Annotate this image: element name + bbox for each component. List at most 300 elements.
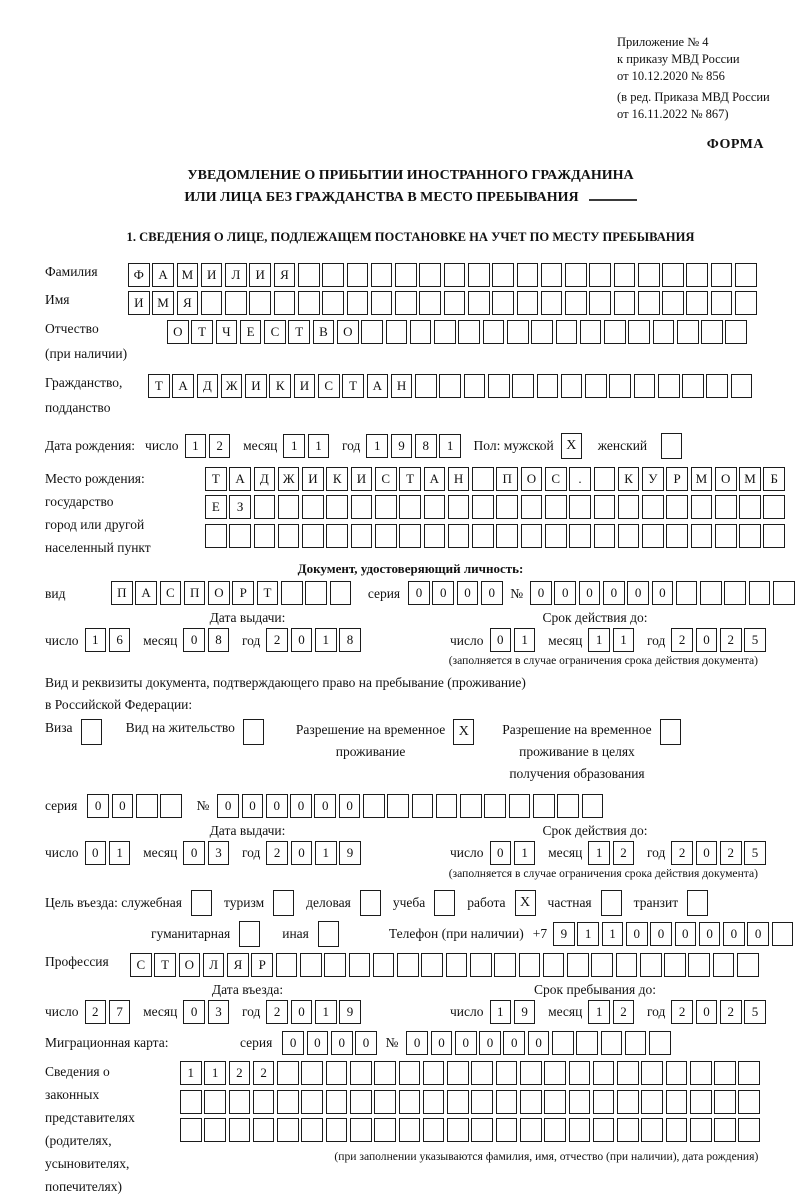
form-cell[interactable] bbox=[249, 291, 271, 315]
form-cell[interactable] bbox=[351, 524, 373, 548]
form-cell[interactable] bbox=[585, 374, 607, 398]
form-cell[interactable] bbox=[496, 1061, 518, 1085]
form-cell[interactable]: 0 bbox=[291, 628, 313, 652]
form-cell[interactable] bbox=[421, 953, 443, 977]
form-cell[interactable] bbox=[399, 1118, 421, 1142]
form-cell[interactable]: М bbox=[177, 263, 199, 287]
form-cell[interactable] bbox=[594, 524, 616, 548]
form-cell[interactable] bbox=[276, 953, 298, 977]
form-cell[interactable] bbox=[470, 953, 492, 977]
form-cell[interactable]: 0 bbox=[217, 794, 239, 818]
form-cell[interactable] bbox=[180, 1090, 202, 1114]
form-cell[interactable] bbox=[496, 524, 518, 548]
form-cell[interactable] bbox=[468, 291, 490, 315]
form-cell[interactable] bbox=[543, 953, 565, 977]
form-cell[interactable] bbox=[569, 1090, 591, 1114]
form-cell[interactable] bbox=[731, 374, 753, 398]
form-cell[interactable] bbox=[763, 524, 785, 548]
form-cell[interactable] bbox=[691, 524, 713, 548]
form-cell[interactable]: 0 bbox=[406, 1031, 428, 1055]
form-cell[interactable]: 0 bbox=[183, 841, 205, 865]
form-cell[interactable]: 0 bbox=[626, 922, 648, 946]
form-cell[interactable] bbox=[569, 1118, 591, 1142]
form-cell[interactable] bbox=[458, 320, 480, 344]
form-cell[interactable]: Д bbox=[197, 374, 219, 398]
form-cell[interactable]: 1 bbox=[602, 922, 624, 946]
form-cell[interactable] bbox=[492, 263, 514, 287]
form-cell[interactable] bbox=[423, 1061, 445, 1085]
form-cell[interactable]: 9 bbox=[339, 841, 361, 865]
form-cell[interactable] bbox=[545, 495, 567, 519]
form-cell[interactable]: О bbox=[208, 581, 230, 605]
form-cell[interactable] bbox=[229, 1118, 251, 1142]
form-cell[interactable] bbox=[472, 524, 494, 548]
form-cell[interactable] bbox=[725, 320, 747, 344]
form-cell[interactable]: Е bbox=[240, 320, 262, 344]
form-cell[interactable]: О bbox=[167, 320, 189, 344]
form-cell[interactable] bbox=[448, 524, 470, 548]
form-cell[interactable] bbox=[642, 495, 664, 519]
form-cell[interactable] bbox=[278, 524, 300, 548]
form-cell[interactable]: Т bbox=[205, 467, 227, 491]
form-cell[interactable] bbox=[373, 953, 395, 977]
form-cell[interactable]: Т bbox=[191, 320, 213, 344]
form-cell[interactable] bbox=[618, 524, 640, 548]
form-cell[interactable] bbox=[625, 1031, 647, 1055]
purpose-transit-checkbox[interactable] bbox=[687, 890, 708, 916]
form-cell[interactable] bbox=[460, 794, 482, 818]
purpose-business-checkbox[interactable] bbox=[360, 890, 381, 916]
form-cell[interactable] bbox=[326, 1118, 348, 1142]
form-cell[interactable] bbox=[552, 1031, 574, 1055]
form-cell[interactable] bbox=[544, 1090, 566, 1114]
form-cell[interactable] bbox=[412, 794, 434, 818]
form-cell[interactable] bbox=[589, 291, 611, 315]
form-cell[interactable]: 9 bbox=[391, 434, 413, 458]
sex-female-checkbox[interactable] bbox=[661, 433, 682, 459]
form-cell[interactable] bbox=[569, 1061, 591, 1085]
form-cell[interactable]: 2 bbox=[671, 628, 693, 652]
form-cell[interactable] bbox=[662, 263, 684, 287]
form-cell[interactable] bbox=[496, 495, 518, 519]
form-cell[interactable] bbox=[714, 1090, 736, 1114]
form-cell[interactable]: 9 bbox=[553, 922, 575, 946]
form-cell[interactable] bbox=[617, 1061, 639, 1085]
form-cell[interactable] bbox=[371, 291, 393, 315]
form-cell[interactable]: 0 bbox=[554, 581, 576, 605]
form-cell[interactable] bbox=[448, 495, 470, 519]
form-cell[interactable] bbox=[690, 1118, 712, 1142]
form-cell[interactable] bbox=[521, 524, 543, 548]
form-cell[interactable]: 0 bbox=[331, 1031, 353, 1055]
form-cell[interactable]: 0 bbox=[723, 922, 745, 946]
form-cell[interactable] bbox=[447, 1090, 469, 1114]
purpose-tourism-checkbox[interactable] bbox=[273, 890, 294, 916]
form-cell[interactable] bbox=[544, 1061, 566, 1085]
form-cell[interactable] bbox=[419, 263, 441, 287]
form-cell[interactable]: З bbox=[229, 495, 251, 519]
form-cell[interactable] bbox=[300, 953, 322, 977]
form-cell[interactable]: С bbox=[318, 374, 340, 398]
form-cell[interactable]: 1 bbox=[366, 434, 388, 458]
form-cell[interactable] bbox=[666, 1090, 688, 1114]
form-cell[interactable]: 0 bbox=[242, 794, 264, 818]
form-cell[interactable] bbox=[253, 1090, 275, 1114]
form-cell[interactable] bbox=[468, 263, 490, 287]
form-cell[interactable] bbox=[277, 1061, 299, 1085]
form-cell[interactable] bbox=[350, 1118, 372, 1142]
sex-male-checkbox[interactable]: X bbox=[561, 433, 582, 459]
form-cell[interactable]: У bbox=[642, 467, 664, 491]
form-cell[interactable] bbox=[517, 263, 539, 287]
form-cell[interactable]: 1 bbox=[180, 1061, 202, 1085]
form-cell[interactable]: 0 bbox=[266, 794, 288, 818]
form-cell[interactable] bbox=[410, 320, 432, 344]
form-cell[interactable] bbox=[301, 1090, 323, 1114]
form-cell[interactable]: И bbox=[249, 263, 271, 287]
form-cell[interactable]: Ч bbox=[216, 320, 238, 344]
form-cell[interactable]: 1 bbox=[283, 434, 305, 458]
form-cell[interactable] bbox=[690, 1090, 712, 1114]
form-cell[interactable]: Н bbox=[448, 467, 470, 491]
form-cell[interactable]: 0 bbox=[696, 841, 718, 865]
form-cell[interactable] bbox=[136, 794, 158, 818]
form-cell[interactable] bbox=[664, 953, 686, 977]
form-cell[interactable] bbox=[713, 953, 735, 977]
form-cell[interactable] bbox=[589, 263, 611, 287]
form-cell[interactable] bbox=[531, 320, 553, 344]
form-cell[interactable]: 2 bbox=[671, 841, 693, 865]
form-cell[interactable]: И bbox=[351, 467, 373, 491]
form-cell[interactable] bbox=[374, 1090, 396, 1114]
form-cell[interactable]: 2 bbox=[253, 1061, 275, 1085]
form-cell[interactable] bbox=[201, 291, 223, 315]
form-cell[interactable]: Т bbox=[148, 374, 170, 398]
form-cell[interactable] bbox=[349, 953, 371, 977]
form-cell[interactable]: В bbox=[313, 320, 335, 344]
form-cell[interactable] bbox=[666, 1118, 688, 1142]
form-cell[interactable] bbox=[537, 374, 559, 398]
form-cell[interactable] bbox=[614, 291, 636, 315]
form-cell[interactable] bbox=[399, 495, 421, 519]
form-cell[interactable] bbox=[326, 495, 348, 519]
form-cell[interactable] bbox=[677, 320, 699, 344]
form-cell[interactable] bbox=[302, 495, 324, 519]
form-cell[interactable] bbox=[649, 1031, 671, 1055]
form-cell[interactable]: 1 bbox=[109, 841, 131, 865]
form-cell[interactable]: 3 bbox=[208, 1000, 230, 1024]
form-cell[interactable]: 0 bbox=[432, 581, 454, 605]
form-cell[interactable] bbox=[322, 291, 344, 315]
form-cell[interactable]: П bbox=[496, 467, 518, 491]
form-cell[interactable] bbox=[298, 291, 320, 315]
form-cell[interactable] bbox=[594, 495, 616, 519]
form-cell[interactable] bbox=[593, 1118, 615, 1142]
form-cell[interactable] bbox=[180, 1118, 202, 1142]
form-cell[interactable]: 0 bbox=[479, 1031, 501, 1055]
form-cell[interactable]: М bbox=[691, 467, 713, 491]
form-cell[interactable]: Я bbox=[227, 953, 249, 977]
form-cell[interactable]: 9 bbox=[339, 1000, 361, 1024]
form-cell[interactable] bbox=[738, 1090, 760, 1114]
form-cell[interactable]: Я bbox=[274, 263, 296, 287]
form-cell[interactable]: 1 bbox=[613, 628, 635, 652]
form-cell[interactable] bbox=[301, 1118, 323, 1142]
form-cell[interactable]: 9 bbox=[514, 1000, 536, 1024]
form-cell[interactable]: 0 bbox=[87, 794, 109, 818]
form-cell[interactable]: 0 bbox=[528, 1031, 550, 1055]
form-cell[interactable]: А bbox=[172, 374, 194, 398]
form-cell[interactable] bbox=[609, 374, 631, 398]
temp-residence-checkbox[interactable]: X bbox=[453, 719, 474, 745]
form-cell[interactable] bbox=[773, 581, 795, 605]
form-cell[interactable] bbox=[690, 1061, 712, 1085]
form-cell[interactable]: 1 bbox=[315, 1000, 337, 1024]
form-cell[interactable]: Ж bbox=[278, 467, 300, 491]
form-cell[interactable] bbox=[541, 291, 563, 315]
form-cell[interactable] bbox=[483, 320, 505, 344]
form-cell[interactable] bbox=[371, 263, 393, 287]
form-cell[interactable] bbox=[691, 495, 713, 519]
form-cell[interactable]: С bbox=[264, 320, 286, 344]
form-cell[interactable] bbox=[397, 953, 419, 977]
form-cell[interactable]: А bbox=[424, 467, 446, 491]
purpose-humanitarian-checkbox[interactable] bbox=[239, 921, 260, 947]
form-cell[interactable]: . bbox=[569, 467, 591, 491]
form-cell[interactable] bbox=[347, 263, 369, 287]
form-cell[interactable] bbox=[395, 263, 417, 287]
form-cell[interactable] bbox=[361, 320, 383, 344]
form-cell[interactable] bbox=[488, 374, 510, 398]
form-cell[interactable]: 0 bbox=[481, 581, 503, 605]
form-cell[interactable] bbox=[395, 291, 417, 315]
form-cell[interactable] bbox=[565, 263, 587, 287]
form-cell[interactable] bbox=[749, 581, 771, 605]
form-cell[interactable]: А bbox=[135, 581, 157, 605]
form-cell[interactable]: О bbox=[179, 953, 201, 977]
form-cell[interactable]: Р bbox=[251, 953, 273, 977]
form-cell[interactable] bbox=[374, 1118, 396, 1142]
form-cell[interactable] bbox=[544, 1118, 566, 1142]
form-cell[interactable] bbox=[277, 1090, 299, 1114]
form-cell[interactable] bbox=[419, 291, 441, 315]
form-cell[interactable]: Д bbox=[254, 467, 276, 491]
form-cell[interactable] bbox=[739, 495, 761, 519]
form-cell[interactable] bbox=[444, 263, 466, 287]
form-cell[interactable]: 1 bbox=[514, 628, 536, 652]
form-cell[interactable]: 0 bbox=[314, 794, 336, 818]
form-cell[interactable] bbox=[711, 291, 733, 315]
form-cell[interactable]: П bbox=[111, 581, 133, 605]
form-cell[interactable]: П bbox=[184, 581, 206, 605]
form-cell[interactable]: Б bbox=[763, 467, 785, 491]
form-cell[interactable] bbox=[350, 1090, 372, 1114]
visa-checkbox[interactable] bbox=[81, 719, 102, 745]
form-cell[interactable] bbox=[739, 524, 761, 548]
form-cell[interactable]: 0 bbox=[457, 581, 479, 605]
form-cell[interactable] bbox=[326, 1090, 348, 1114]
form-cell[interactable] bbox=[423, 1090, 445, 1114]
form-cell[interactable] bbox=[302, 524, 324, 548]
form-cell[interactable]: 2 bbox=[671, 1000, 693, 1024]
form-cell[interactable] bbox=[715, 495, 737, 519]
form-cell[interactable]: 0 bbox=[307, 1031, 329, 1055]
form-cell[interactable] bbox=[735, 291, 757, 315]
form-cell[interactable] bbox=[520, 1118, 542, 1142]
form-cell[interactable]: К bbox=[269, 374, 291, 398]
form-cell[interactable] bbox=[507, 320, 529, 344]
form-cell[interactable] bbox=[298, 263, 320, 287]
form-cell[interactable] bbox=[519, 953, 541, 977]
form-cell[interactable]: И bbox=[245, 374, 267, 398]
form-cell[interactable] bbox=[330, 581, 352, 605]
form-cell[interactable] bbox=[324, 953, 346, 977]
form-cell[interactable] bbox=[301, 1061, 323, 1085]
form-cell[interactable] bbox=[471, 1090, 493, 1114]
form-cell[interactable]: 8 bbox=[339, 628, 361, 652]
form-cell[interactable] bbox=[281, 581, 303, 605]
form-cell[interactable]: 0 bbox=[650, 922, 672, 946]
form-cell[interactable] bbox=[277, 1118, 299, 1142]
form-cell[interactable]: 0 bbox=[696, 628, 718, 652]
form-cell[interactable] bbox=[496, 1090, 518, 1114]
form-cell[interactable] bbox=[494, 953, 516, 977]
form-cell[interactable]: 0 bbox=[699, 922, 721, 946]
form-cell[interactable] bbox=[434, 320, 456, 344]
form-cell[interactable] bbox=[714, 1061, 736, 1085]
form-cell[interactable]: И bbox=[294, 374, 316, 398]
form-cell[interactable] bbox=[424, 524, 446, 548]
form-cell[interactable] bbox=[662, 291, 684, 315]
form-cell[interactable] bbox=[569, 524, 591, 548]
form-cell[interactable] bbox=[545, 524, 567, 548]
form-cell[interactable] bbox=[701, 320, 723, 344]
form-cell[interactable] bbox=[512, 374, 534, 398]
purpose-work-checkbox[interactable]: X bbox=[515, 890, 536, 916]
form-cell[interactable] bbox=[666, 495, 688, 519]
form-cell[interactable]: Ж bbox=[221, 374, 243, 398]
form-cell[interactable]: 0 bbox=[85, 841, 107, 865]
form-cell[interactable] bbox=[274, 291, 296, 315]
form-cell[interactable]: 0 bbox=[291, 841, 313, 865]
form-cell[interactable]: 2 bbox=[229, 1061, 251, 1085]
form-cell[interactable]: 5 bbox=[744, 1000, 766, 1024]
form-cell[interactable] bbox=[484, 794, 506, 818]
form-cell[interactable] bbox=[641, 1118, 663, 1142]
form-cell[interactable] bbox=[638, 263, 660, 287]
form-cell[interactable]: 1 bbox=[588, 841, 610, 865]
form-cell[interactable] bbox=[375, 524, 397, 548]
form-cell[interactable]: 0 bbox=[112, 794, 134, 818]
form-cell[interactable] bbox=[254, 495, 276, 519]
form-cell[interactable] bbox=[254, 524, 276, 548]
form-cell[interactable]: Е bbox=[205, 495, 227, 519]
form-cell[interactable] bbox=[735, 263, 757, 287]
form-cell[interactable] bbox=[711, 263, 733, 287]
form-cell[interactable] bbox=[521, 495, 543, 519]
form-cell[interactable] bbox=[638, 291, 660, 315]
form-cell[interactable]: 2 bbox=[613, 841, 635, 865]
form-cell[interactable]: Т bbox=[154, 953, 176, 977]
form-cell[interactable] bbox=[350, 1061, 372, 1085]
form-cell[interactable] bbox=[204, 1090, 226, 1114]
form-cell[interactable] bbox=[628, 320, 650, 344]
form-cell[interactable] bbox=[591, 953, 613, 977]
form-cell[interactable] bbox=[634, 374, 656, 398]
temp-residence-education-checkbox[interactable] bbox=[660, 719, 681, 745]
form-cell[interactable]: 1 bbox=[85, 628, 107, 652]
form-cell[interactable] bbox=[347, 291, 369, 315]
form-cell[interactable] bbox=[666, 1061, 688, 1085]
form-cell[interactable] bbox=[642, 524, 664, 548]
form-cell[interactable]: 0 bbox=[290, 794, 312, 818]
form-cell[interactable]: 2 bbox=[209, 434, 231, 458]
form-cell[interactable]: 0 bbox=[490, 628, 512, 652]
form-cell[interactable]: 0 bbox=[603, 581, 625, 605]
form-cell[interactable]: 0 bbox=[652, 581, 674, 605]
form-cell[interactable]: 0 bbox=[675, 922, 697, 946]
form-cell[interactable]: 2 bbox=[613, 1000, 635, 1024]
form-cell[interactable]: 0 bbox=[503, 1031, 525, 1055]
form-cell[interactable] bbox=[666, 524, 688, 548]
form-cell[interactable]: 0 bbox=[627, 581, 649, 605]
form-cell[interactable]: 0 bbox=[696, 1000, 718, 1024]
form-cell[interactable]: О bbox=[337, 320, 359, 344]
form-cell[interactable]: 8 bbox=[415, 434, 437, 458]
form-cell[interactable] bbox=[205, 524, 227, 548]
form-cell[interactable] bbox=[399, 524, 421, 548]
form-cell[interactable] bbox=[447, 1061, 469, 1085]
form-cell[interactable]: М bbox=[152, 291, 174, 315]
form-cell[interactable] bbox=[601, 1031, 623, 1055]
form-cell[interactable]: И bbox=[128, 291, 150, 315]
form-cell[interactable]: 1 bbox=[315, 628, 337, 652]
form-cell[interactable] bbox=[204, 1118, 226, 1142]
form-cell[interactable]: 0 bbox=[291, 1000, 313, 1024]
form-cell[interactable]: 0 bbox=[455, 1031, 477, 1055]
residence-permit-checkbox[interactable] bbox=[243, 719, 264, 745]
form-cell[interactable]: 2 bbox=[720, 841, 742, 865]
form-cell[interactable] bbox=[322, 263, 344, 287]
form-cell[interactable] bbox=[520, 1090, 542, 1114]
form-cell[interactable]: 0 bbox=[408, 581, 430, 605]
form-cell[interactable]: 0 bbox=[530, 581, 552, 605]
form-cell[interactable] bbox=[738, 1118, 760, 1142]
form-cell[interactable]: 8 bbox=[208, 628, 230, 652]
form-cell[interactable]: 2 bbox=[266, 1000, 288, 1024]
purpose-other-checkbox[interactable] bbox=[318, 921, 339, 947]
purpose-official-checkbox[interactable] bbox=[191, 890, 212, 916]
form-cell[interactable]: 0 bbox=[579, 581, 601, 605]
form-cell[interactable]: 1 bbox=[588, 1000, 610, 1024]
form-cell[interactable] bbox=[492, 291, 514, 315]
form-cell[interactable]: 5 bbox=[744, 628, 766, 652]
form-cell[interactable] bbox=[576, 1031, 598, 1055]
form-cell[interactable] bbox=[509, 794, 531, 818]
form-cell[interactable] bbox=[374, 1061, 396, 1085]
form-cell[interactable] bbox=[569, 495, 591, 519]
form-cell[interactable] bbox=[604, 320, 626, 344]
form-cell[interactable] bbox=[229, 1090, 251, 1114]
form-cell[interactable] bbox=[472, 467, 494, 491]
form-cell[interactable] bbox=[229, 524, 251, 548]
form-cell[interactable]: 2 bbox=[720, 628, 742, 652]
form-cell[interactable]: А bbox=[367, 374, 389, 398]
form-cell[interactable] bbox=[616, 953, 638, 977]
form-cell[interactable] bbox=[326, 524, 348, 548]
form-cell[interactable]: Т bbox=[342, 374, 364, 398]
form-cell[interactable] bbox=[444, 291, 466, 315]
